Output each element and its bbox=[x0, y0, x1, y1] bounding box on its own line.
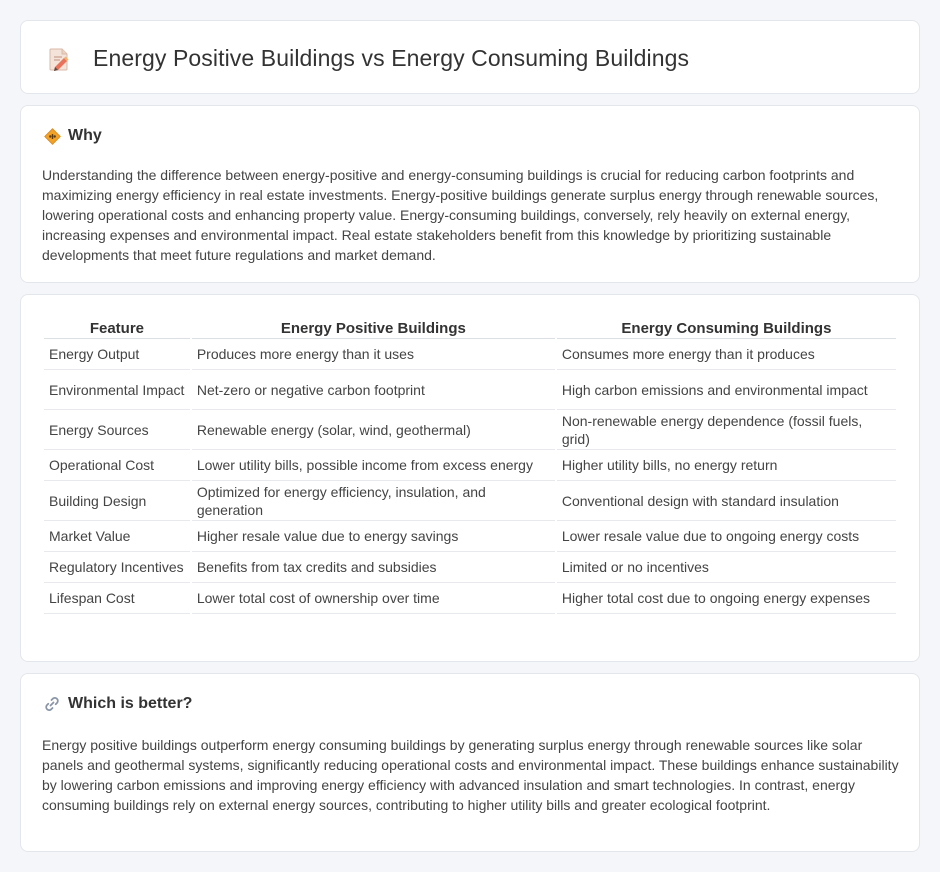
feature-cell: Lifespan Cost bbox=[44, 583, 190, 614]
positive-cell: Net-zero or negative carbon footprint bbox=[192, 370, 555, 410]
table-row bbox=[44, 410, 896, 450]
table-row bbox=[44, 339, 896, 370]
consuming-cell: Higher total cost due to ongoing energy expenses bbox=[557, 583, 896, 614]
header-feature: Feature bbox=[44, 317, 190, 339]
consuming-cell: High carbon emissions and environmental impact bbox=[557, 370, 896, 410]
header-energy-consuming: Energy Consuming Buildings bbox=[557, 317, 896, 339]
page-title: Energy Positive Buildings vs Energy Consuming Buildings bbox=[93, 45, 690, 71]
consuming-cell: Non-renewable energy dependence (fossil fuels, grid) bbox=[557, 410, 896, 450]
table-row bbox=[44, 521, 896, 552]
header-energy-positive: Energy Positive Buildings bbox=[192, 317, 555, 339]
table-row bbox=[44, 481, 896, 521]
consuming-cell: Conventional design with standard insulation bbox=[557, 481, 896, 521]
better-title: Which is better? bbox=[68, 695, 193, 712]
table-row bbox=[44, 552, 896, 583]
consuming-cell: Consumes more energy than it produces bbox=[557, 339, 896, 370]
positive-cell: Lower total cost of ownership over time bbox=[192, 583, 555, 614]
positive-cell: Produces more energy than it uses bbox=[192, 339, 555, 370]
why-text: Understanding the difference between energy-positive and energy-consuming buildings is crucial for reducing carbon footprints and maximizing energy efficiency in real estate investments. Energy-positive buildings generate surplus energy through renewable sources, lowering operational costs and enhancing property value. Energy-consuming buildings, conversely, rely heavily on external energy, increasing expenses and environmental impact. Real estate stakeholders benefit from this knowledge by prioritizing sustainable developments that meet future regulations and market demand. bbox=[42, 167, 879, 263]
why-section bbox=[20, 105, 920, 283]
which-is-better-section bbox=[20, 673, 920, 852]
table-header-row bbox=[44, 317, 896, 339]
table-row bbox=[44, 583, 896, 614]
comparison-section bbox=[20, 294, 920, 662]
positive-cell: Renewable energy (solar, wind, geothermal) bbox=[192, 410, 555, 450]
table-row bbox=[44, 370, 896, 410]
positive-cell: Higher resale value due to energy savings bbox=[192, 521, 555, 552]
positive-cell: Optimized for energy efficiency, insulation, and generation bbox=[192, 481, 555, 521]
diamond-sign-icon bbox=[43, 127, 61, 145]
feature-cell: Environmental Impact bbox=[44, 370, 190, 410]
title-row bbox=[47, 45, 689, 72]
why-heading bbox=[43, 127, 102, 145]
feature-cell: Market Value bbox=[44, 521, 190, 552]
comparison-table bbox=[42, 317, 898, 614]
feature-cell: Regulatory Incentives bbox=[44, 552, 190, 583]
document-pencil-icon bbox=[47, 46, 71, 72]
positive-cell: Benefits from tax credits and subsidies bbox=[192, 552, 555, 583]
feature-cell: Building Design bbox=[44, 481, 190, 521]
feature-cell: Energy Output bbox=[44, 339, 190, 370]
better-text: Energy positive buildings outperform energy consuming buildings by generating surplus energy through renewable sources like solar panels and geothermal systems, significantly reducing operational costs and environmental impact. These buildings enhance sustainability by lowering carbon emissions and improving energy efficiency with advanced insulation and smart technologies. In contrast, energy consuming buildings rely on external energy sources, contributing to higher utility bills and greater ecological footprint. bbox=[42, 737, 899, 813]
header-card bbox=[20, 20, 920, 94]
link-icon bbox=[43, 695, 61, 713]
why-title: Why bbox=[68, 127, 102, 144]
feature-cell: Energy Sources bbox=[44, 410, 190, 450]
consuming-cell: Higher utility bills, no energy return bbox=[557, 450, 896, 481]
positive-cell: Lower utility bills, possible income from excess energy bbox=[192, 450, 555, 481]
consuming-cell: Lower resale value due to ongoing energy costs bbox=[557, 521, 896, 552]
table-row bbox=[44, 450, 896, 481]
better-heading bbox=[43, 695, 192, 713]
feature-cell: Operational Cost bbox=[44, 450, 190, 481]
consuming-cell: Limited or no incentives bbox=[557, 552, 896, 583]
